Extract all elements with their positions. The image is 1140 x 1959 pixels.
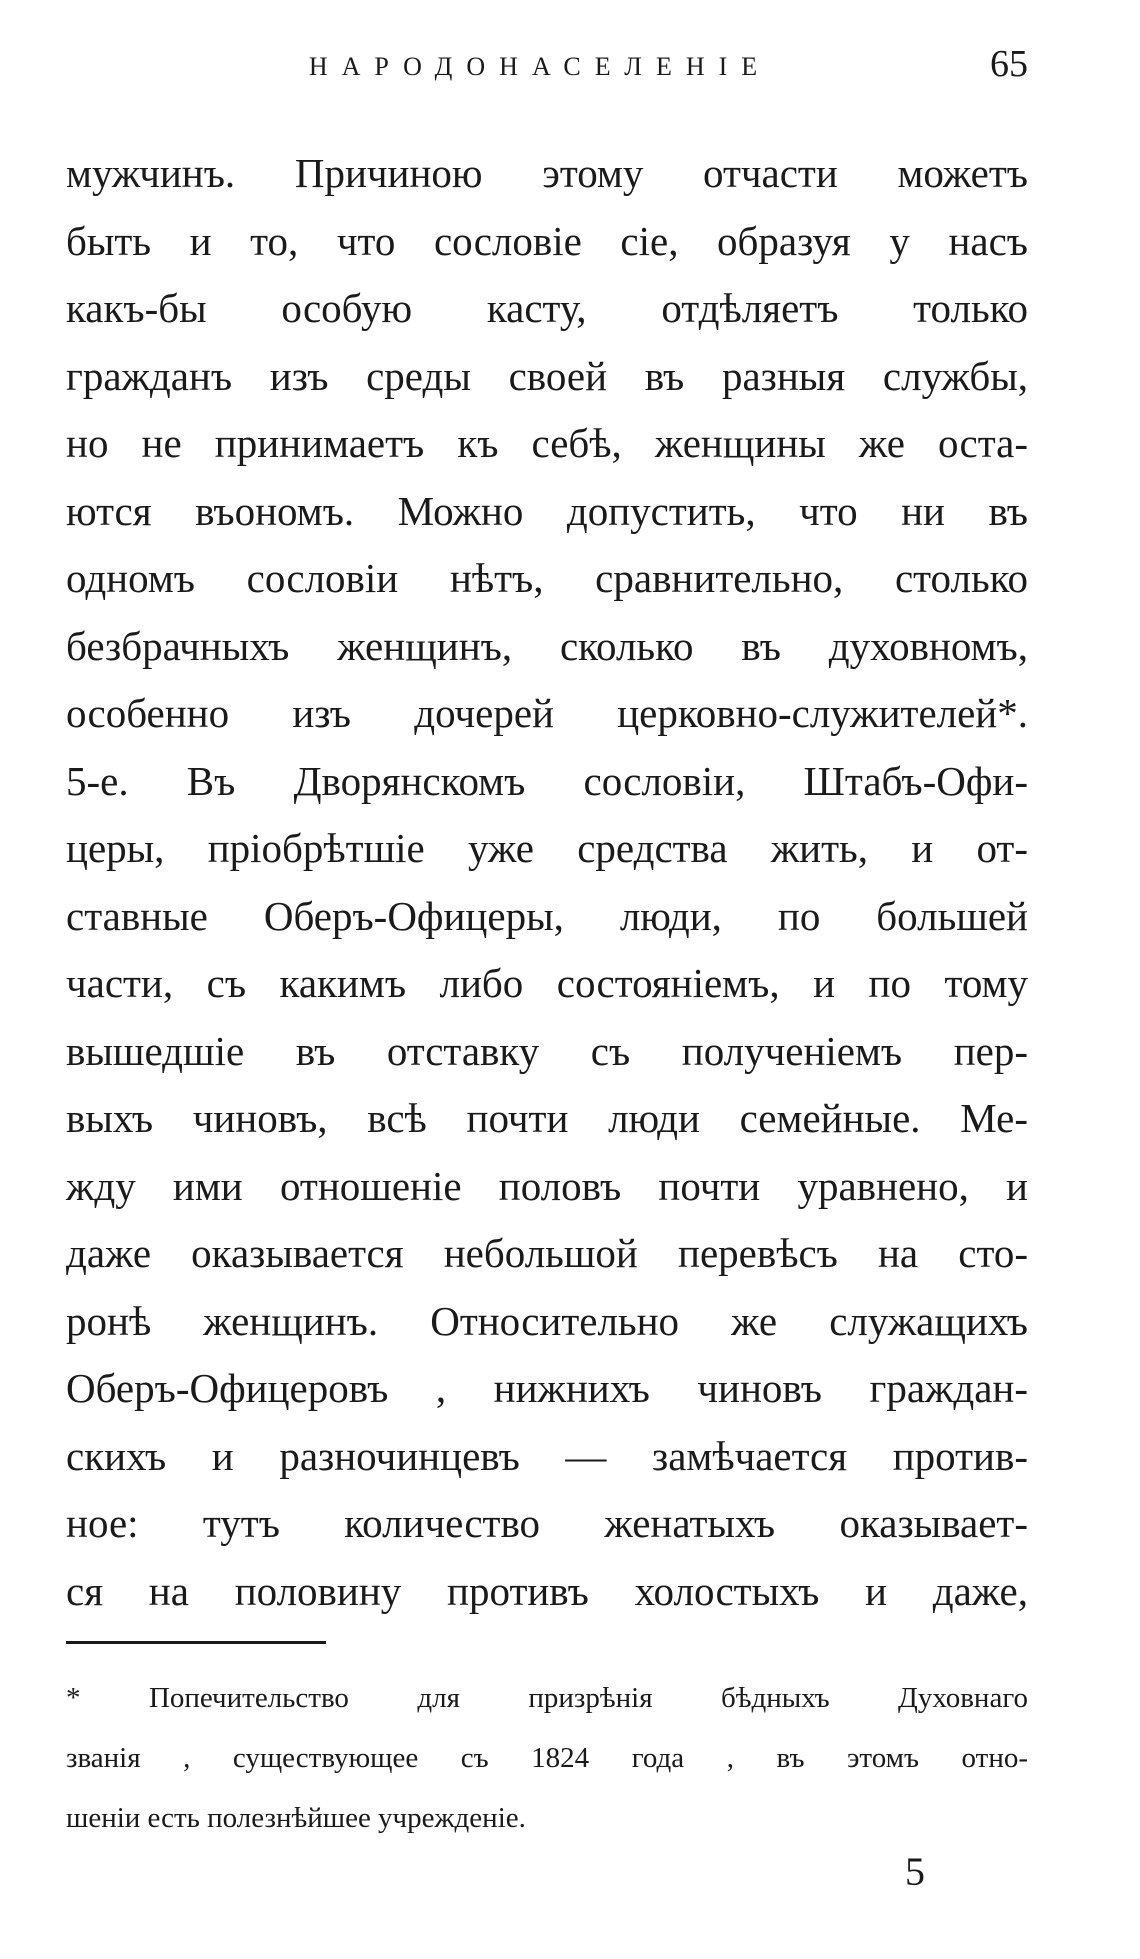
text-line: быть и то, что сословіе сіе, образуя у насъ [66,217,1028,264]
text-line: ставные Оберъ-Офицеры, люди, по большей [66,892,1028,939]
text-line: скихъ и разночинцевъ — замѣчается против- [66,1432,1028,1479]
signature-mark: 5 [905,1849,925,1894]
footnote-rule [66,1641,326,1644]
text-line: особенно изъ дочерей церковно-служителей*. [66,690,1028,736]
footnote [66,1668,1028,1848]
text-line: ное: тутъ количество женатыхъ оказывает- [66,1500,1028,1546]
running-title: НАРОДОНАСЕЛЕНІЕ [308,52,772,81]
text-line: вышедшіе въ отставку съ полученіемъ пер- [66,1027,1028,1074]
text-line: церы, пріобрѣтшіе уже средства жить, и от- [66,825,1028,871]
text-line: выхъ чиновъ, всѣ почти люди семейные. Ме- [66,1095,1028,1141]
text-line: ся на половину противъ холостыхъ и даже, [66,1567,1028,1614]
page-number: 65 [990,43,1028,85]
text-line: одномъ сословіи нѣтъ, сравнительно, столько [66,555,1028,601]
text-line: жду ими отношеніе половъ почти уравнено, и [66,1162,1028,1209]
text-line: гражданъ изъ среды своей въ разныя службы, [66,352,1028,399]
text-line: Оберъ-Офицеровъ , нижнихъ чиновъ граждан- [66,1365,1028,1411]
text-line: ронѣ женщинъ. Относительно же служащихъ [66,1297,1028,1344]
footnote-line: * Попечительство для призрѣнія бѣдныхъ Духовнаго [66,1682,1028,1714]
footnote-line: званія , существующее съ 1824 года , въ этомъ отно- [66,1742,1028,1774]
text-line: 5-е. Въ Дворянскомъ сословіи, Штабъ-Офи- [66,757,1028,804]
text-line: части, съ какимъ либо состояніемъ, и по тому [66,960,1028,1006]
footnote-line: шеніи есть полезнѣйшее учрежденіе. [66,1802,526,1834]
body-text [66,140,1028,1625]
text-line: какъ-бы особую касту, отдѣляетъ только [66,285,1028,331]
text-line: ются въономъ. Можно допустить, что ни въ [66,487,1028,534]
text-line: но не принимаетъ къ себѣ, женщины же оста- [66,420,1028,466]
text-line: мужчинъ. Причиною этому отчасти можетъ [66,150,1028,196]
text-line: безбрачныхъ женщинъ, сколько въ духовномъ, [66,622,1028,669]
text-line: даже оказывается небольшой перевѣсъ на сто- [66,1230,1028,1276]
